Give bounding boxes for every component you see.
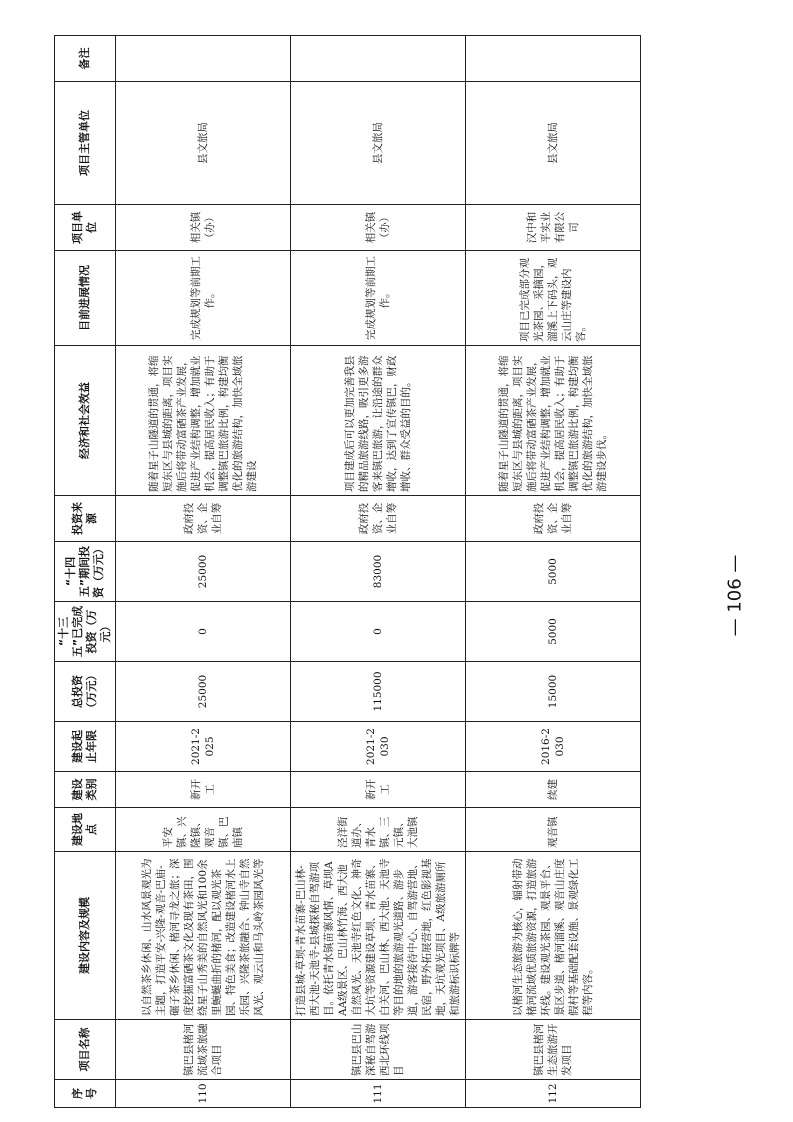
cell-name: 镇巴县楮河流域茶旅融合项目 <box>116 1020 291 1080</box>
cell-content: 以楮河生态旅游为核心，辐射带动楮河流域优质旅游资源，打造旅游环线。建设观光茶园、观景平台、景区步道、楮河溜溪、观音山庄度假村等基础配套设施、景观绿化工程等内容。 <box>466 852 641 1020</box>
table-row <box>116 36 291 1108</box>
cell-location: 平安镇、兴隆镇、观音镇、巴庙镇 <box>116 808 291 852</box>
page-number <box>725 555 745 635</box>
cell-period: 2021-2030 <box>291 722 466 772</box>
cell-supervisor: 县文旅局 <box>466 82 641 205</box>
cell-benefit: 随着星子山隧道的贯通，将缩短东区与县城的距离，项目实施后将带动富硒茶产业发展，促进产业结构调整，增加就业机会，提高居民收入；有助于调整镇巴旅游比例，构建均衡优化的旅游结构，加快全域旅游建设 <box>116 346 291 496</box>
header-supervisor: 项目主管单位 <box>55 82 116 205</box>
cell-benefit: 随着星子山隧道的贯通，将缩短东区与县城的距离，项目实施后将带动富硒茶产业发展，促进产业结构调整，增加就业机会，提高居民收入；有助于调整镇巴旅游比例，构建均衡优化的旅游结构，加快全域旅游建设步伐。 <box>466 346 641 496</box>
cell-source: 政府投资、企业自筹 <box>466 496 641 542</box>
header-content: 建设内容及规模 <box>55 852 116 1020</box>
table-row <box>291 36 466 1108</box>
cell-progress: 项目已完成部分观光茶园、采摘园，溜溪上下码头，观云山庄等建设内容。 <box>466 251 641 346</box>
cell-seq: 112 <box>466 1080 641 1108</box>
cell-name: 镇巴县巴山深秘自驾游西北环线项目 <box>291 1020 466 1080</box>
cell-period: 2016-2030 <box>466 722 641 772</box>
cell-name: 镇巴县楮河生态旅游开发项目 <box>466 1020 641 1080</box>
cell-period: 2021-2025 <box>116 722 291 772</box>
cell-source: 政府投资、企业自筹 <box>291 496 466 542</box>
cell-progress: 完成规划等前期工作。 <box>291 251 466 346</box>
cell-location: 泾洋街道办、青水镇、三元镇、大池镇 <box>291 808 466 852</box>
cell-unit: 相关镇（办） <box>116 205 291 251</box>
cell-content: 打造县城-草坝-青水苗寨-巴山林-西大池-天池寺-县城探秘自驾游项目。依托青水镇苗寨风情、草坝AAA级景区、巴山林竹海、西大池自然风光、天池寺红色文化、神奇大坑等资源建设草坝、青水苗寨、白关河、巴山林、西大池、天池寺等目的地的旅游观光道路、游步道，游客接待中心、自驾游营地、民宿，野外拓展营地，红色影视基地，天坑观光项目、A级旅游厕所和旅游标识标牌等 <box>291 852 466 1020</box>
cell-unit: 相关镇（办） <box>291 205 466 251</box>
cell-total: 25000 <box>116 662 291 722</box>
cell-category: 续建 <box>466 772 641 808</box>
cell-remarks <box>116 36 291 82</box>
header-name: 项目名称 <box>55 1020 116 1080</box>
table-frame <box>54 36 636 1108</box>
cell-supervisor: 县文旅局 <box>291 82 466 205</box>
header-plan145: “十四五”期间投资（万元） <box>55 542 116 602</box>
header-remarks: 备注 <box>55 36 116 82</box>
cell-seq: 111 <box>291 1080 466 1108</box>
cell-source: 政府投资、企业自筹 <box>116 496 291 542</box>
cell-category: 新开工 <box>291 772 466 808</box>
header-done135: “十三五”已完成投资（万元） <box>55 602 116 662</box>
cell-unit: 汉中和平实业有限公司 <box>466 205 641 251</box>
cell-done135: 5000 <box>466 602 641 662</box>
header-category: 建设类别 <box>55 772 116 808</box>
header-progress: 目前进展情况 <box>55 251 116 346</box>
header-seq: 序号 <box>55 1080 116 1108</box>
cell-plan145: 83000 <box>291 542 466 602</box>
rotated-table-container <box>54 36 636 1108</box>
cell-location: 观音镇 <box>466 808 641 852</box>
header-location: 建设地点 <box>55 808 116 852</box>
cell-progress: 完成规划等前期工作。 <box>116 251 291 346</box>
project-table <box>54 35 641 1108</box>
header-row <box>55 36 116 1108</box>
cell-total: 15000 <box>466 662 641 722</box>
cell-supervisor: 县文旅局 <box>116 82 291 205</box>
cell-total: 115000 <box>291 662 466 722</box>
cell-seq: 110 <box>116 1080 291 1108</box>
cell-category: 新开工 <box>116 772 291 808</box>
cell-content: 以自然茶乡休闲、山水风景观光为主题，打造平安-兴隆-观音-巴庙-碾子茶乡休闲、楮河寻龙之旅；深度挖掘富硒茶文化及现有茶田，围绕星子山秀美的自然风光和100余里蜿蜒曲折的楮河，配以观光茶园、特色美食；改造建设楮河水上乐园、兴隆茶旅融合、钟山寺自然风光、观云山和马头岭茶园风光等 <box>116 852 291 1020</box>
page-number-text: — 106 — <box>724 554 746 636</box>
table-row <box>466 36 641 1108</box>
cell-plan145: 25000 <box>116 542 291 602</box>
cell-done135: 0 <box>291 602 466 662</box>
header-source: 投资来源 <box>55 496 116 542</box>
cell-done135: 0 <box>116 602 291 662</box>
cell-remarks <box>466 36 641 82</box>
cell-remarks <box>291 36 466 82</box>
cell-benefit: 项目建成后可以更加完善我县的精品旅游线路，吸引更多游客来镇巴旅游，让沿途的群众增收，达到了宣传镇巴，财政增收、群众受益的目的。 <box>291 346 466 496</box>
cell-plan145: 5000 <box>466 542 641 602</box>
header-total: 总投资（万元） <box>55 662 116 722</box>
header-unit: 项目单位 <box>55 205 116 251</box>
header-period: 建设起止年限 <box>55 722 116 772</box>
header-benefit: 经济和社会效益 <box>55 346 116 496</box>
